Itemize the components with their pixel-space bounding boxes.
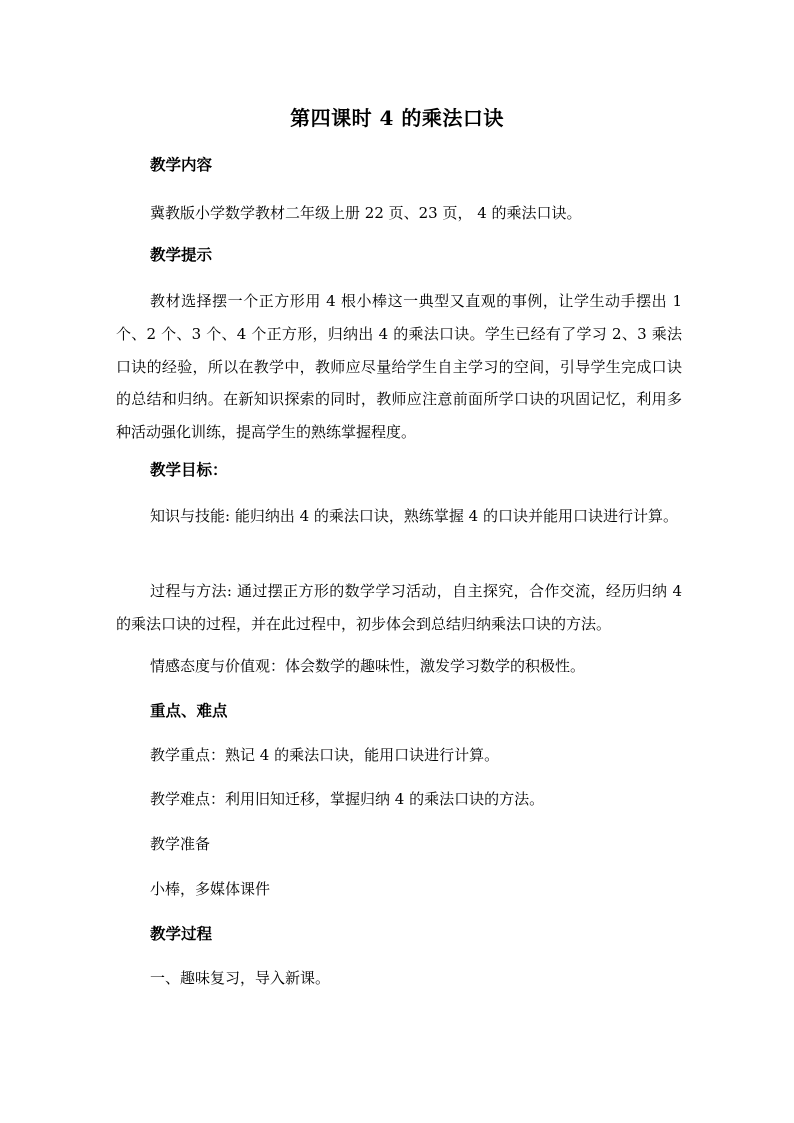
document-title: 第四课时 4 的乘法口诀: [290, 106, 504, 130]
hint-paragraph: 教材选择摆一个正方形用 4 根小棒这一典型又直观的事例，让学生动手摆出 1 个、2 个、3 个、4 个正方形，归纳出 4 的乘法口诀。学生已经有了学习 2、3 乘法口诀的经验，所以在教学中，教师应尽量给学生自主学习的空间，引导学生完成口诀的总结和归纳。在新知识探索的同时，教师应注意前面所学口诀的巩固记忆，利用多种活动强化训练，提高学生的熟练掌握程度。: [116, 292, 682, 442]
section-heading-content: 教学内容: [150, 155, 213, 174]
goal-emotion-text: 情感态度与价值观：体会数学的趣味性，激发学习数学的积极性。: [150, 657, 586, 675]
section-heading-process: 教学过程: [150, 924, 213, 943]
content-text: 冀教版小学数学教材二年级上册 22 页、23 页， 4 的乘法口诀。: [150, 204, 582, 222]
process-step-1: 一、趣味复习，导入新课。: [150, 969, 331, 987]
key-point-text: 教学重点：熟记 4 的乘法口诀，能用口诀进行计算。: [150, 746, 500, 764]
difficult-point-text: 教学难点：利用旧知迁移，掌握归纳 4 的乘法口诀的方法。: [150, 790, 545, 808]
section-heading-hint: 教学提示: [150, 245, 213, 264]
section-heading-goal: 教学目标：: [150, 460, 228, 479]
section-heading-prep: 教学准备: [150, 835, 211, 853]
goal-knowledge-paragraph: 知识与技能: 能归纳出 4 的乘法口诀，熟练掌握 4 的口诀并能用口诀进行计算。: [150, 507, 678, 525]
section-heading-key: 重点、难点: [150, 701, 228, 720]
prep-text: 小棒，多媒体课件: [150, 880, 271, 898]
goal-process-paragraph: 过程与方法: 通过摆正方形的数学学习活动，自主探究，合作交流，经历归纳 4 的乘法口诀的过程，并在此过程中，初步体会到总结归纳乘法口诀的方法。: [116, 582, 682, 633]
